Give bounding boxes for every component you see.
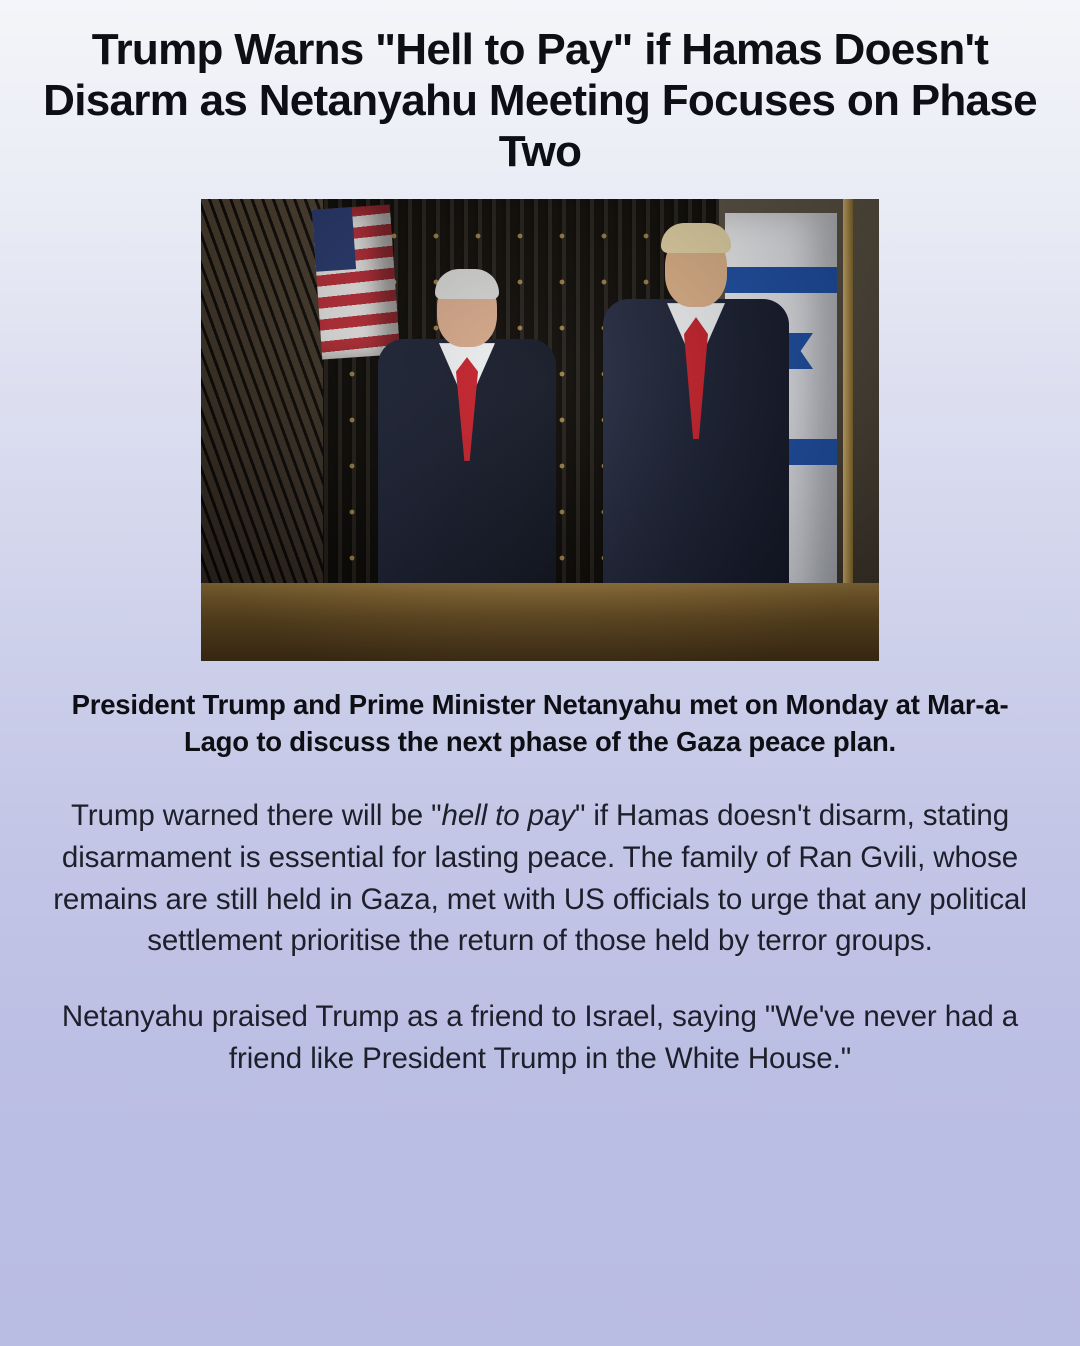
person-trump bbox=[593, 231, 799, 603]
flagpole bbox=[843, 199, 853, 583]
paragraph-1-emphasis: hell to pay bbox=[441, 798, 575, 832]
article-photo bbox=[201, 199, 879, 661]
body-paragraph-1 bbox=[50, 795, 1030, 963]
hair bbox=[435, 269, 499, 299]
person-netanyahu bbox=[369, 273, 565, 603]
paragraph-1-text-start: Trump warned there will be " bbox=[70, 798, 442, 832]
floor bbox=[201, 583, 879, 661]
body-paragraph-2: Netanyahu praised Trump as a friend to Israel, saying "We've never had a friend like President Trump in the White House." bbox=[61, 1000, 1019, 1076]
iron-gate bbox=[201, 199, 323, 619]
paragraph-1-text-end: " if Hamas doesn't disarm, stating disarmament is essential for lasting peace. The family of Ran Gvili, whose remains are still held in Gaza, met with US officials to urge that any political settlement prioritise the return of those held by terror groups. bbox=[53, 798, 1027, 958]
hair bbox=[661, 223, 731, 253]
photo-caption: President Trump and Prime Minister Netanyahu met on Monday at Mar-a-Lago to discuss the next phase of the Gaza peace plan. bbox=[71, 689, 1009, 757]
page-title: Trump Warns "Hell to Pay" if Hamas Doesn't Disarm as Netanyahu Meeting Focuses on Phase Two bbox=[43, 25, 1037, 177]
article-body bbox=[50, 795, 1030, 1114]
